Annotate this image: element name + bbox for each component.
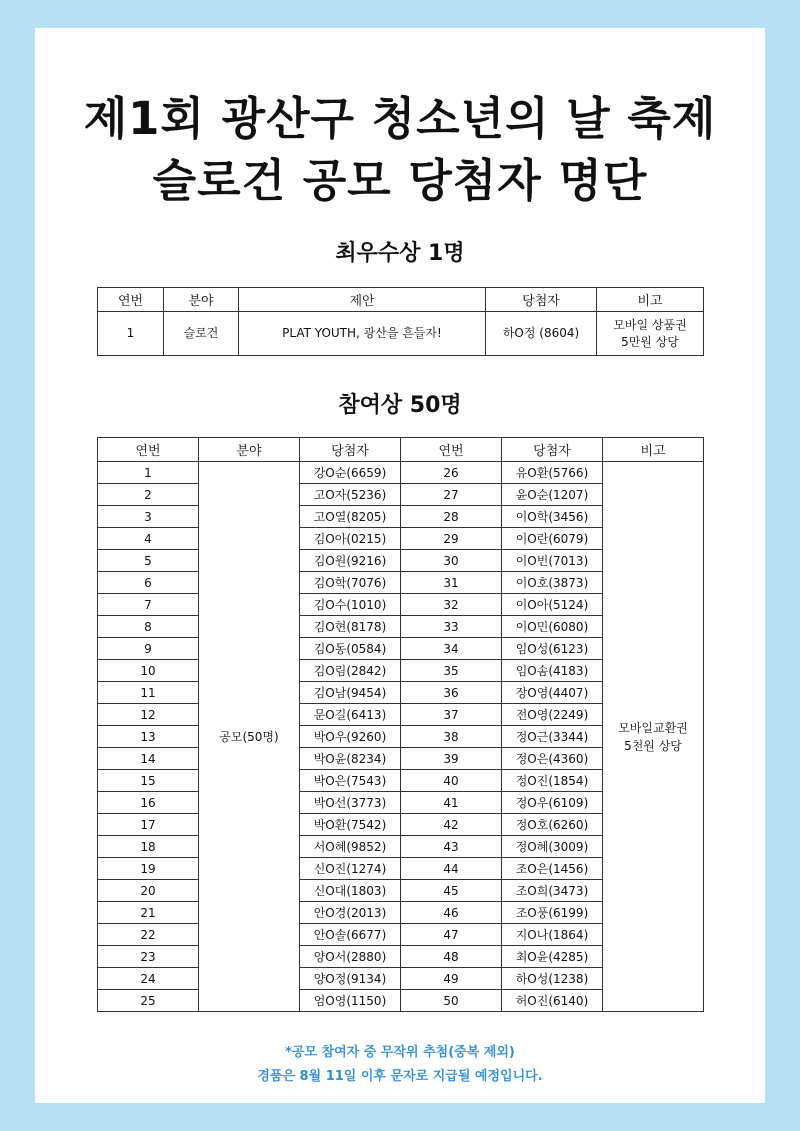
note-line-2: 5만원 상당 <box>621 334 679 349</box>
cell-winner-2: 허O진(6140) <box>502 990 603 1012</box>
cell-no-1: 6 <box>98 572 199 594</box>
cell-winner-2: 임O솜(4183) <box>502 660 603 682</box>
cell-no-2: 41 <box>401 792 502 814</box>
cell-winner-1: 김O수(1010) <box>300 594 401 616</box>
cell-winner-2: 정O근(3344) <box>502 726 603 748</box>
cell-winner-2: 장O영(4407) <box>502 682 603 704</box>
cell-no-2: 45 <box>401 880 502 902</box>
title-line-1: 제1회 광산구 청소년의 날 축제 <box>83 92 717 145</box>
cell-no-2: 47 <box>401 924 502 946</box>
header-field: 분야 <box>164 288 239 312</box>
cell-no-2: 44 <box>401 858 502 880</box>
cell-winner-1: 양O서(2880) <box>300 946 401 968</box>
note-line-2: 5천원 상당 <box>624 738 682 753</box>
cell-proposal: PLAT YOUTH, 광산을 흔들자! <box>239 312 486 356</box>
cell-no-2: 40 <box>401 770 502 792</box>
cell-no-1: 8 <box>98 616 199 638</box>
cell-winner-2: 조O풍(6199) <box>502 902 603 924</box>
cell-no-2: 46 <box>401 902 502 924</box>
table-row <box>98 462 704 484</box>
cell-winner-2: 조O은(1456) <box>502 858 603 880</box>
cell-no-1: 16 <box>98 792 199 814</box>
cell-no-2: 27 <box>401 484 502 506</box>
cell-winner-1: 고O열(8205) <box>300 506 401 528</box>
participation-table <box>97 437 704 1012</box>
header-note: 비고 <box>603 438 704 462</box>
cell-winner-1: 안O솔(6677) <box>300 924 401 946</box>
cell-no-1: 7 <box>98 594 199 616</box>
cell-no-1: 17 <box>98 814 199 836</box>
cell-winner-2: 정O혜(3009) <box>502 836 603 858</box>
header-winner-2: 당첨자 <box>502 438 603 462</box>
header-winner: 당첨자 <box>486 288 597 312</box>
cell-no-2: 42 <box>401 814 502 836</box>
cell-winner-1: 안O경(2013) <box>300 902 401 924</box>
cell-winner-1: 신O진(1274) <box>300 858 401 880</box>
cell-winner-1: 서O혜(9852) <box>300 836 401 858</box>
cell-no-1: 1 <box>98 462 199 484</box>
cell-winner-1: 박O은(7543) <box>300 770 401 792</box>
cell-winner-2: 지O나(1864) <box>502 924 603 946</box>
cell-note <box>597 312 704 356</box>
cell-no-1: 11 <box>98 682 199 704</box>
cell-winner-1: 문O길(6413) <box>300 704 401 726</box>
cell-winner-1: 박O우(9260) <box>300 726 401 748</box>
cell-no-1: 12 <box>98 704 199 726</box>
cell-winner-2: 윤O순(1207) <box>502 484 603 506</box>
cell-winner-1: 김O남(9454) <box>300 682 401 704</box>
cell-winner: 하O정 (8604) <box>486 312 597 356</box>
cell-winner-2: 정O은(4360) <box>502 748 603 770</box>
cell-no-1: 10 <box>98 660 199 682</box>
cell-winner-2: 정O우(6109) <box>502 792 603 814</box>
table-header-row <box>98 438 704 462</box>
cell-winner-1: 박O윤(8234) <box>300 748 401 770</box>
cell-no-2: 38 <box>401 726 502 748</box>
cell-winner-1: 김O림(2842) <box>300 660 401 682</box>
grand-prize-table <box>97 287 704 356</box>
cell-no-2: 30 <box>401 550 502 572</box>
table-row <box>98 312 704 356</box>
header-no-2: 연번 <box>401 438 502 462</box>
cell-no-1: 23 <box>98 946 199 968</box>
cell-no-1: 25 <box>98 990 199 1012</box>
header-winner-1: 당첨자 <box>300 438 401 462</box>
cell-winner-2: 이O민(6080) <box>502 616 603 638</box>
cell-winner-2: 조O희(3473) <box>502 880 603 902</box>
cell-no-2: 34 <box>401 638 502 660</box>
cell-winner-1: 엄O영(1150) <box>300 990 401 1012</box>
header-field: 분야 <box>199 438 300 462</box>
cell-no-1: 15 <box>98 770 199 792</box>
cell-winner-2: 임O성(6123) <box>502 638 603 660</box>
cell-winner-2: 이O란(6079) <box>502 528 603 550</box>
cell-field: 슬로건 <box>164 312 239 356</box>
cell-winner-2: 최O윤(4285) <box>502 946 603 968</box>
grand-prize-heading: 최우수상 1명 <box>335 241 465 266</box>
table-header-row <box>98 288 704 312</box>
cell-no-1: 5 <box>98 550 199 572</box>
cell-winner-2: 정O진(1854) <box>502 770 603 792</box>
cell-no: 1 <box>98 312 164 356</box>
cell-winner-2: 이O빈(7013) <box>502 550 603 572</box>
note-line-1: 모바일교환권 <box>618 720 688 735</box>
cell-winner-1: 양O정(9134) <box>300 968 401 990</box>
cell-no-1: 22 <box>98 924 199 946</box>
cell-winner-1: 김O현(8178) <box>300 616 401 638</box>
cell-no-2: 48 <box>401 946 502 968</box>
cell-note <box>603 462 704 1012</box>
cell-winner-2: 유O환(5766) <box>502 462 603 484</box>
cell-no-2: 31 <box>401 572 502 594</box>
cell-no-1: 2 <box>98 484 199 506</box>
cell-no-2: 50 <box>401 990 502 1012</box>
cell-no-1: 18 <box>98 836 199 858</box>
cell-no-2: 36 <box>401 682 502 704</box>
cell-no-1: 19 <box>98 858 199 880</box>
cell-winner-1: 박O환(7542) <box>300 814 401 836</box>
cell-no-1: 24 <box>98 968 199 990</box>
footer-note-1: *공모 참여자 중 무작위 추첨(중복 제외) <box>285 1045 515 1060</box>
note-line-1: 모바일 상품권 <box>613 317 687 332</box>
cell-no-2: 33 <box>401 616 502 638</box>
cell-no-2: 39 <box>401 748 502 770</box>
cell-no-2: 29 <box>401 528 502 550</box>
cell-winner-1: 고O자(5236) <box>300 484 401 506</box>
cell-winner-1: 김O원(9216) <box>300 550 401 572</box>
cell-no-1: 3 <box>98 506 199 528</box>
cell-no-1: 20 <box>98 880 199 902</box>
cell-no-2: 32 <box>401 594 502 616</box>
cell-winner-2: 전O영(2249) <box>502 704 603 726</box>
cell-no-1: 4 <box>98 528 199 550</box>
cell-winner-1: 박O선(3773) <box>300 792 401 814</box>
cell-no-1: 13 <box>98 726 199 748</box>
header-no-1: 연번 <box>98 438 199 462</box>
cell-no-2: 37 <box>401 704 502 726</box>
notice-sheet <box>35 28 765 1103</box>
cell-field: 공모(50명) <box>199 462 300 1012</box>
cell-no-2: 26 <box>401 462 502 484</box>
cell-winner-2: 이O학(3456) <box>502 506 603 528</box>
cell-winner-1: 강O순(6659) <box>300 462 401 484</box>
cell-winner-1: 김O아(0215) <box>300 528 401 550</box>
cell-no-1: 14 <box>98 748 199 770</box>
cell-winner-2: 하O성(1238) <box>502 968 603 990</box>
cell-no-1: 21 <box>98 902 199 924</box>
cell-no-2: 35 <box>401 660 502 682</box>
header-no: 연번 <box>98 288 164 312</box>
cell-no-2: 43 <box>401 836 502 858</box>
cell-no-2: 28 <box>401 506 502 528</box>
cell-no-1: 9 <box>98 638 199 660</box>
cell-winner-1: 김O학(7076) <box>300 572 401 594</box>
cell-winner-2: 이O호(3873) <box>502 572 603 594</box>
cell-winner-1: 신O대(1803) <box>300 880 401 902</box>
cell-winner-1: 김O동(0584) <box>300 638 401 660</box>
cell-winner-2: 정O호(6260) <box>502 814 603 836</box>
cell-winner-2: 이O아(5124) <box>502 594 603 616</box>
title-line-2: 슬로건 공모 당첨자 명단 <box>152 154 648 207</box>
page-title <box>35 88 765 212</box>
cell-no-2: 49 <box>401 968 502 990</box>
header-note: 비고 <box>597 288 704 312</box>
participation-heading: 참여상 50명 <box>338 393 462 418</box>
header-proposal: 제안 <box>239 288 486 312</box>
footer-note-2: 경품은 8월 11일 이후 문자로 지급될 예정입니다. <box>257 1069 543 1084</box>
